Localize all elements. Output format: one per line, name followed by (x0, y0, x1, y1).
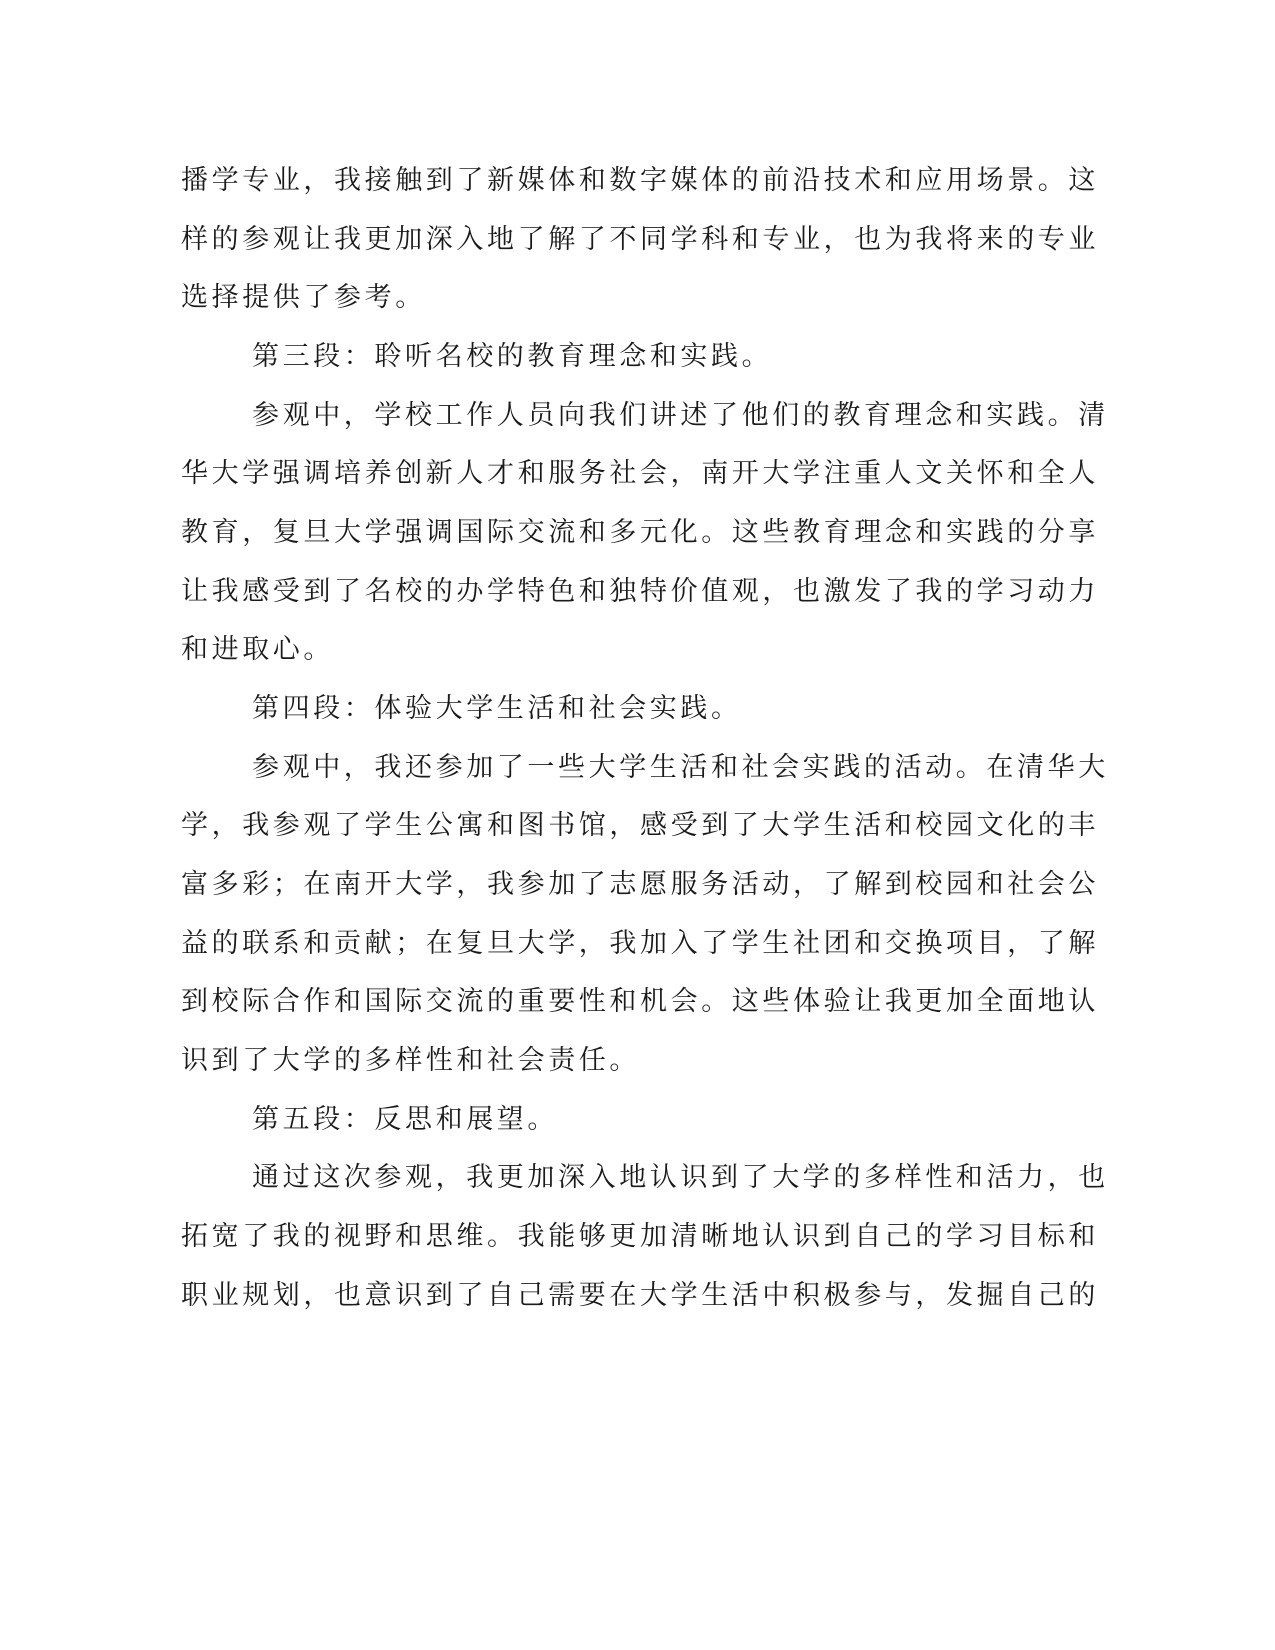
text-line: 选择提供了参考。 (181, 282, 426, 313)
text-line: 通过这次参观，我更加深入地认识到了大学的多样性和活力，也 (252, 1162, 1109, 1193)
section-heading: 第三段：聆听名校的教育理念和实践。 (252, 341, 773, 372)
text-line: 华大学强调培养创新人才和服务社会，南开大学注重人文关怀和全人 (181, 458, 1099, 489)
text-line: 和进取心。 (181, 634, 334, 665)
text-line: 识到了大学的多样性和社会责任。 (181, 1045, 640, 1076)
text-line: 参观中，学校工作人员向我们讲述了他们的教育理念和实践。清 (252, 400, 1109, 431)
text-line: 益的联系和贡献；在复旦大学，我加入了学生社团和交换项目，了解 (181, 928, 1099, 959)
text-line: 拓宽了我的视野和思维。我能够更加清晰地认识到自己的学习目标和 (181, 1221, 1099, 1252)
text-line: 到校际合作和国际交流的重要性和机会。这些体验让我更加全面地认 (181, 986, 1099, 1017)
text-line: 富多彩；在南开大学，我参加了志愿服务活动，了解到校园和社会公 (181, 869, 1099, 900)
text-line: 让我感受到了名校的办学特色和独特价值观，也激发了我的学习动力 (181, 576, 1099, 607)
text-line: 参观中，我还参加了一些大学生活和社会实践的活动。在清华大 (252, 752, 1109, 783)
section-heading: 第四段：体验大学生活和社会实践。 (252, 693, 742, 724)
text-line: 教育，复旦大学强调国际交流和多元化。这些教育理念和实践的分享 (181, 517, 1099, 548)
text-line: 播学专业，我接触到了新媒体和数字媒体的前沿技术和应用场景。这 (181, 165, 1099, 196)
text-line: 职业规划，也意识到了自己需要在大学生活中积极参与，发掘自己的 (181, 1280, 1099, 1311)
text-line: 样的参观让我更加深入地了解了不同学科和专业，也为我将来的专业 (181, 224, 1099, 255)
text-line: 学，我参观了学生公寓和图书馆，感受到了大学生活和校园文化的丰 (181, 810, 1099, 841)
section-heading: 第五段：反思和展望。 (252, 1104, 558, 1135)
